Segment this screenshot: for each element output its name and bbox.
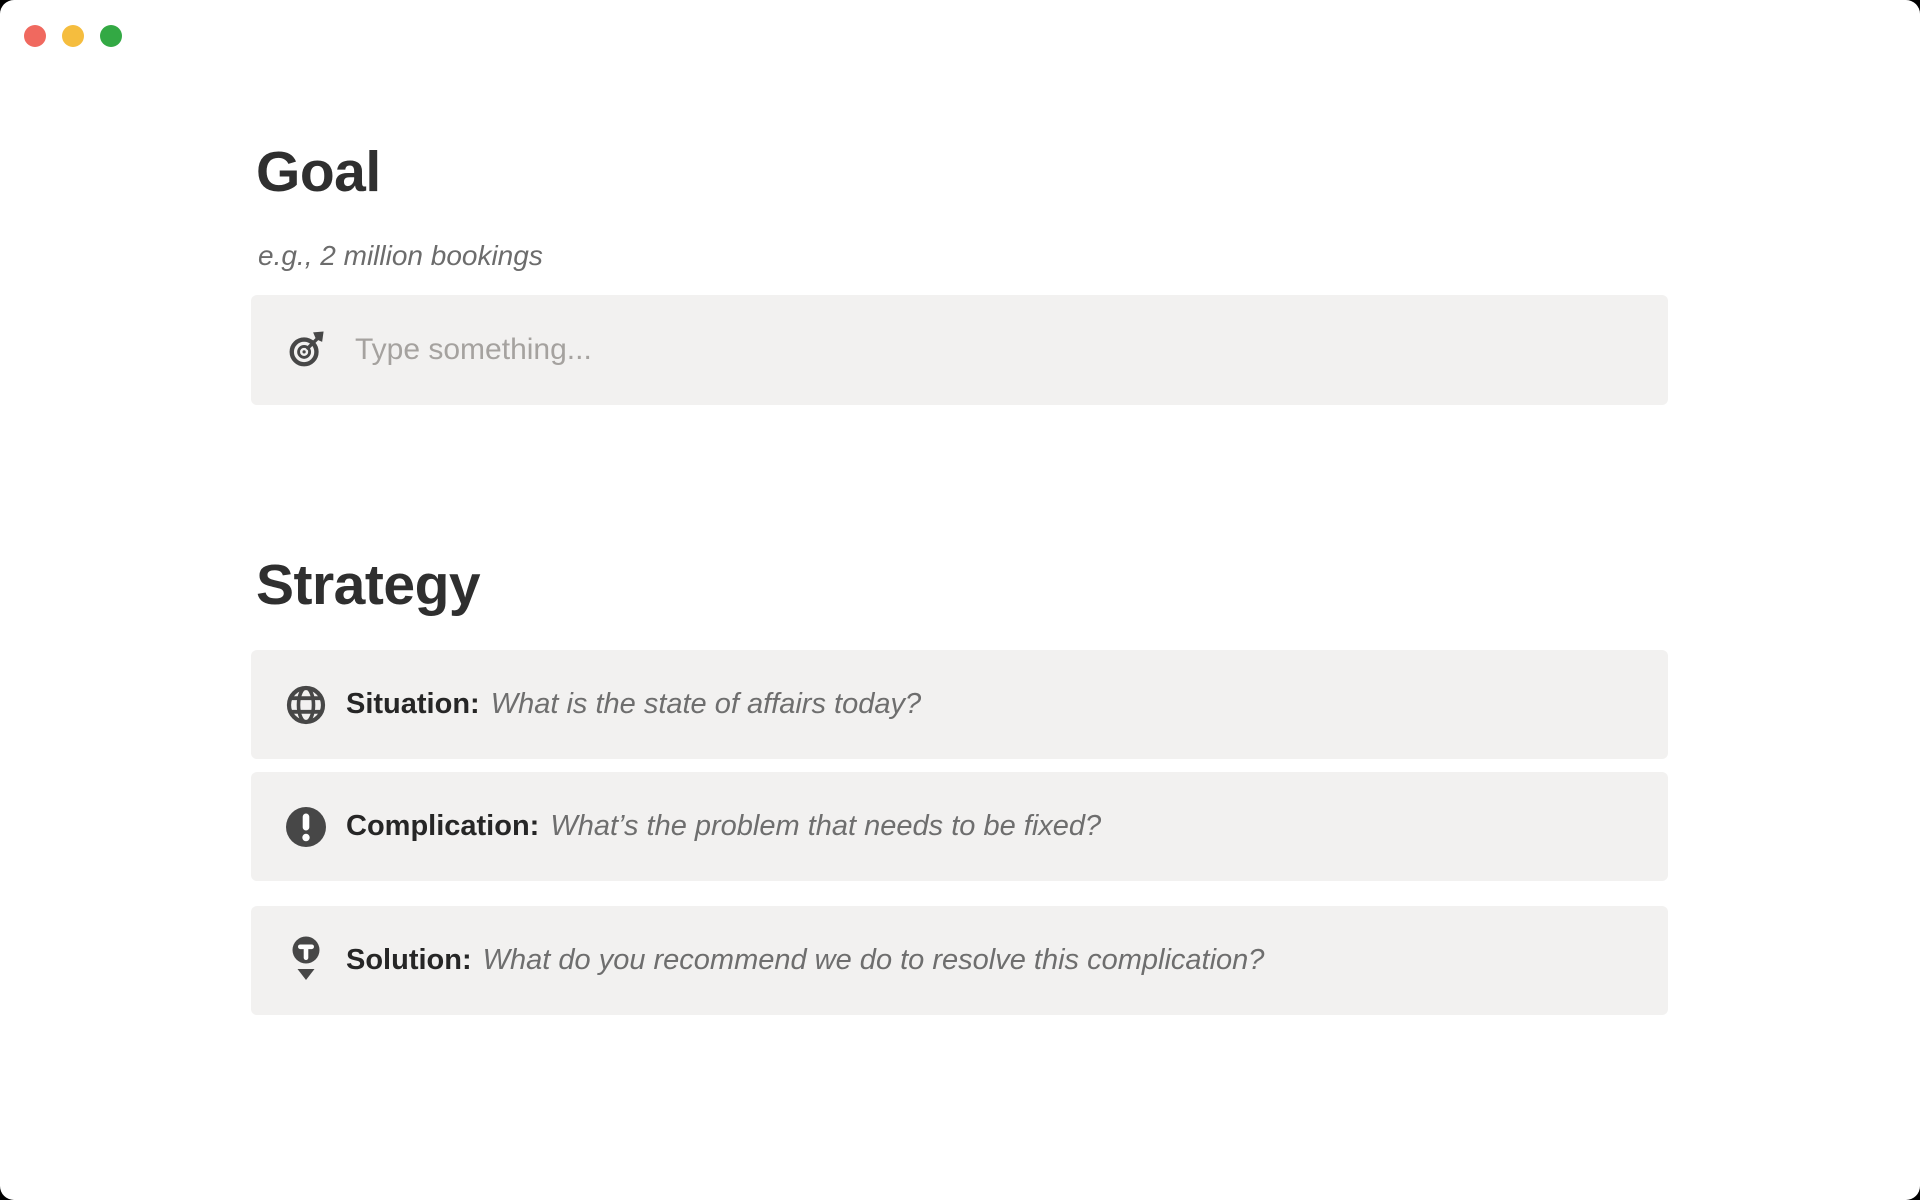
- target-icon: [284, 331, 328, 369]
- strategy-heading: Strategy: [256, 553, 481, 617]
- window-controls: [24, 25, 122, 47]
- solution-row[interactable]: [251, 906, 1668, 1015]
- complication-question: What’s the problem that needs to be fixed?: [550, 810, 1102, 842]
- zoom-button[interactable]: [100, 25, 122, 47]
- situation-question: What is the state of affairs today?: [490, 688, 922, 720]
- goal-hint: e.g., 2 million bookings: [258, 240, 543, 271]
- goal-heading: Goal: [256, 140, 381, 204]
- solution-question: What do you recommend we do to resolve this complication?: [482, 944, 1265, 976]
- goal-text-input[interactable]: [355, 333, 1635, 367]
- lightbulb-icon: [284, 935, 328, 987]
- solution-label: Solution:: [346, 944, 472, 976]
- complication-label: Complication:: [346, 810, 540, 842]
- goal-input-field[interactable]: [251, 295, 1668, 405]
- close-button[interactable]: [24, 25, 46, 47]
- globe-icon: [284, 683, 328, 727]
- exclamation-icon: [284, 806, 328, 848]
- minimize-button[interactable]: [62, 25, 84, 47]
- situation-row[interactable]: [251, 650, 1668, 759]
- situation-label: Situation:: [346, 688, 480, 720]
- complication-row[interactable]: [251, 772, 1668, 881]
